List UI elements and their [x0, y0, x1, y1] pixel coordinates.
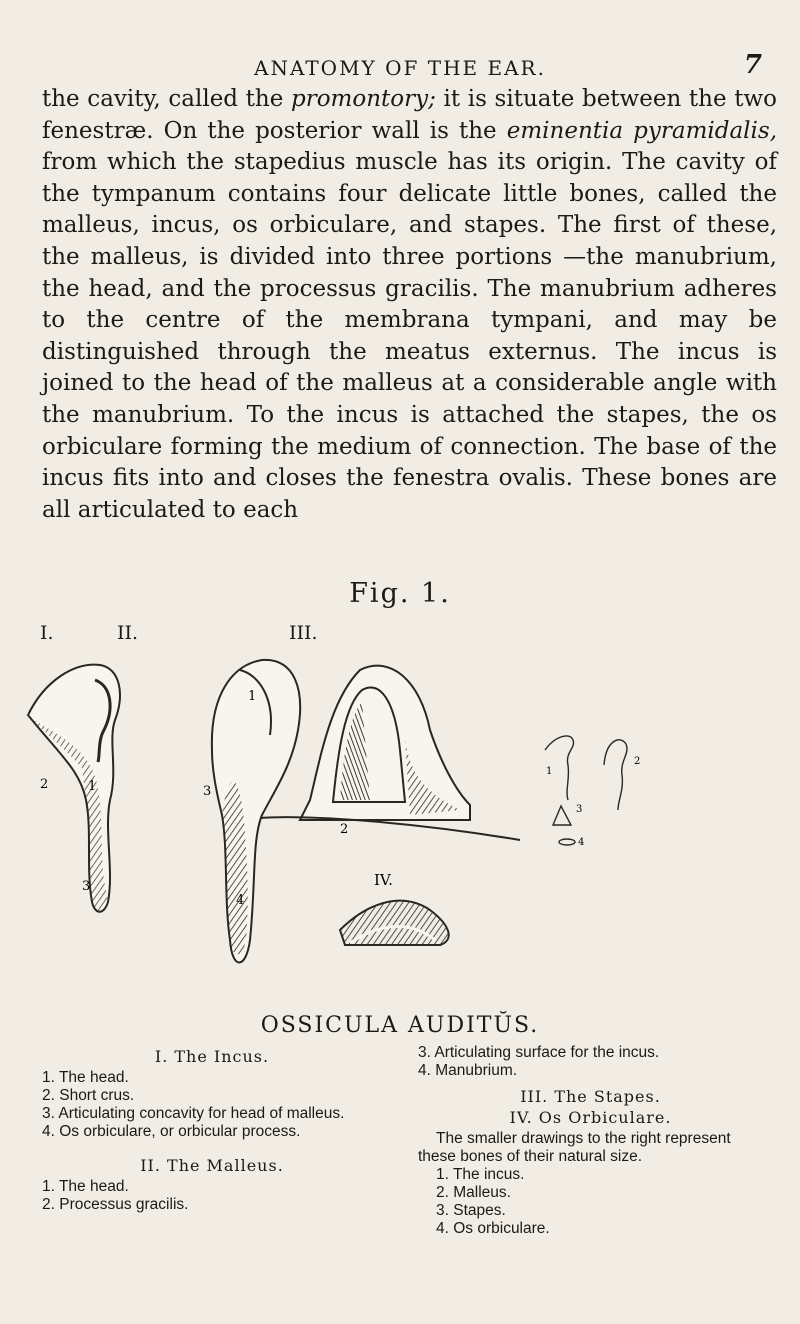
running-head-title: ANATOMY OF THE EAR.: [254, 56, 546, 80]
malleus-label-1: 1: [248, 689, 257, 704]
small-label-3: 3: [576, 804, 583, 815]
natural-size-drawings: [545, 736, 627, 845]
small-label-4: 4: [578, 837, 585, 848]
figure-numeral-2: II.: [117, 622, 139, 644]
malleus-label-4: 4: [236, 893, 245, 908]
term-promontory: promontory;: [290, 86, 436, 112]
legend-malleus-item: 1. The head.: [42, 1178, 129, 1195]
legend-malleus-item: 3. Articulating surface for the incus.: [418, 1044, 660, 1061]
incus-label-2: 2: [40, 777, 49, 792]
body-text-2: it is situate between the two fenestræ. On the posterior wall is the: [42, 86, 777, 144]
ossicles-engraving: [0, 640, 800, 1000]
legend-malleus-heading: II. The Malleus.: [140, 1156, 284, 1175]
legend-malleus-item: 4. Manubrium.: [418, 1062, 518, 1079]
incus-label-1: 1: [88, 779, 97, 794]
legend-left: [42, 1048, 382, 1214]
figure-numeral-1: I.: [40, 622, 54, 644]
legend-incus-item: 1. The head.: [42, 1069, 129, 1086]
legend-incus-item: 2. Short crus.: [42, 1087, 135, 1104]
malleus-drawing: [212, 660, 300, 963]
legend-small-item: 4. Os orbiculare.: [436, 1220, 550, 1237]
legend-small-item: 1. The incus.: [436, 1166, 525, 1183]
legend-incus-item: 3. Articulating concavity for head of malleus.: [42, 1105, 345, 1122]
figure-title: Fig. 1.: [349, 578, 451, 609]
legend-small-item: 2. Malleus.: [436, 1184, 511, 1201]
figure-numeral-4: IV.: [374, 871, 393, 889]
small-label-1: 1: [546, 766, 553, 777]
incus-label-3: 3: [82, 879, 91, 894]
legend-orbiculare-heading: IV. Os Orbiculare.: [509, 1108, 672, 1127]
figure-numeral-3: III.: [289, 622, 318, 644]
body-text-3: from which the stapedius muscle has its origin. The cavity of the tympanum contains four delicate little bones, called the malleus, incus, os orbiculare, and stapes. The first of these, the malleus, is divided into three portions —the manubrium, the head, and the processus gracilis. The manubrium adheres to the centre of the membrana tympani, and may be distinguished through the meatus externus. The incus is joined to the head of the malleus at a considerable angle with the manubrium. To the incus is attached the stapes, the os orbiculare forming the medium of connection. The base of the incus fits into and closes the fenestra ovalis. These bones are all articulated to each: [42, 149, 777, 523]
body-paragraph: [42, 84, 777, 526]
plate-caption: OSSICULA AUDITŬS.: [260, 1013, 540, 1038]
term-eminentia-pyramidalis: eminentia pyramidalis,: [506, 117, 778, 144]
os-orbiculare-drawing: [340, 901, 449, 945]
malleus-label-3: 3: [203, 784, 212, 799]
legend-note: The smaller drawings to the right represent these bones of their natural size.: [418, 1130, 731, 1165]
legend-small-item: 3. Stapes.: [436, 1202, 506, 1219]
legend-stapes-heading: III. The Stapes.: [520, 1087, 661, 1106]
small-label-2: 2: [634, 756, 641, 767]
page-number: 7: [743, 50, 764, 80]
legend-incus-heading: I. The Incus.: [154, 1047, 270, 1066]
body-text-1: the cavity, called the: [42, 86, 291, 112]
legend-incus-item: 4. Os orbiculare, or orbicular process.: [42, 1123, 301, 1140]
stapes-label-2: 2: [340, 822, 349, 837]
running-head: [0, 50, 800, 80]
legend-malleus-item: 2. Processus gracilis.: [42, 1196, 189, 1213]
legend-right: [418, 1044, 763, 1238]
